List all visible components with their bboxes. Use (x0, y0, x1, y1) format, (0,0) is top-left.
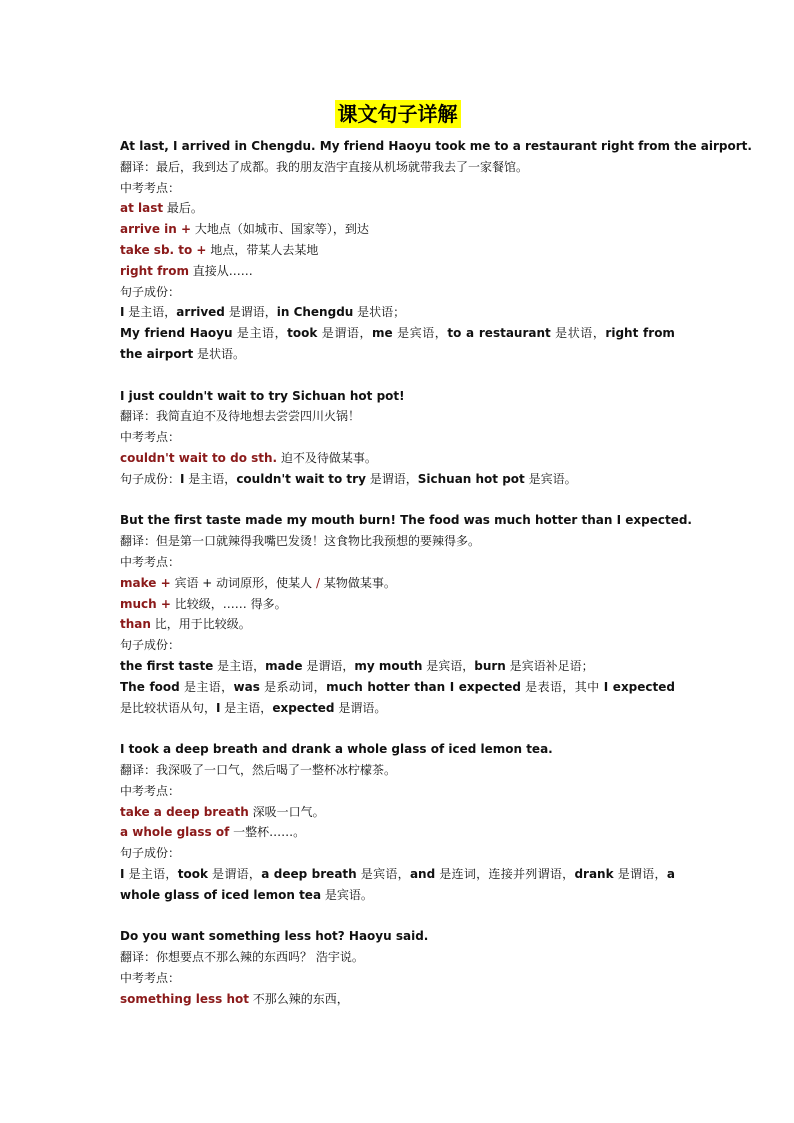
component-role: 是表语，其中 (520, 679, 604, 694)
keyword: arrive in + (120, 222, 192, 237)
document-page (120, 100, 752, 1009)
slash: / (312, 575, 324, 590)
component-term: couldn't wait to try (236, 471, 366, 486)
explanation: 迫不及待做某事。 (277, 450, 377, 465)
exam-point (120, 448, 675, 469)
explanation: 不那么辣的东西， (248, 991, 349, 1006)
explanation: 地点，带某人去某地 (206, 242, 319, 257)
english-sentence: I just couldn't wait to try Sichuan hot pot! (120, 388, 405, 403)
component-term: in Chengdu (276, 305, 354, 320)
translation-line (120, 760, 675, 781)
sentence-block-4 (120, 739, 675, 905)
component-term: My friend Haoyu (120, 326, 233, 341)
exam-points-label: 中考考点： (120, 554, 181, 569)
exam-points-label: 中考考点： (120, 783, 181, 798)
explanation: 比较级，…… 得多。 (170, 596, 287, 611)
translation-label: 翻译： (120, 534, 157, 549)
keyword: much + (120, 596, 171, 611)
exam-points-label: 中考考点： (120, 180, 181, 195)
component-role: 是主语， (220, 700, 273, 715)
translation-line (120, 531, 675, 552)
component-term: a whole glass of iced lemon tea (120, 866, 675, 902)
components-line (120, 469, 675, 490)
component-term: took (177, 866, 208, 881)
exam-point (120, 198, 675, 219)
component-term: was (233, 679, 260, 694)
english-sentence: Do you want something less hot? Haoyu said. (120, 929, 429, 944)
sentence-block-1 (120, 136, 752, 365)
exam-point (120, 822, 675, 843)
component-term: the first taste (120, 658, 214, 673)
component-role: 是谓语， (365, 471, 418, 486)
explanation: 比，用于比较级。 (150, 617, 251, 632)
components-label: 句子成份： (120, 471, 181, 486)
translation-text: 我简直迫不及待地想去尝尝四川火锅！ (156, 409, 361, 424)
component-term: a deep breath (261, 866, 357, 881)
exam-point (120, 240, 675, 261)
component-role: 是谓语， (317, 326, 373, 341)
translation-label: 翻译： (120, 409, 157, 424)
component-role: 是宾语补足语； (505, 658, 594, 673)
component-term: my mouth (354, 658, 423, 673)
exam-points-label: 中考考点： (120, 430, 181, 445)
spacer (120, 365, 675, 386)
component-role: 是主语， (213, 658, 266, 673)
english-sentence: I took a deep breath and drank a whole glass of iced lemon tea. (120, 742, 553, 757)
keyword: than (120, 617, 151, 632)
component-term: Sichuan hot pot (417, 471, 525, 486)
component-term: burn (474, 658, 506, 673)
components-line (120, 864, 675, 906)
explanation: 某物做某事。 (323, 575, 396, 590)
translation-text: 我深吸了一口气，然后喝了一整杯冰柠檬茶。 (156, 762, 397, 777)
component-role: 是比较状语从句， (120, 700, 217, 715)
component-role: 是宾语， (392, 326, 448, 341)
explanation: 宾语 + 动词原形，使某人 (170, 575, 313, 590)
component-term: made (265, 658, 303, 673)
explanation: 深吸一口气。 (248, 804, 325, 819)
component-role: 是系动词， (259, 679, 327, 694)
components-label: 句子成份： (120, 638, 181, 653)
component-term: I expected (603, 679, 675, 694)
exam-point (120, 989, 675, 1010)
explanation: 直接从…… (188, 263, 253, 278)
component-term: and (409, 866, 436, 881)
sentence-block-2 (120, 386, 675, 490)
component-role: 是主语， (232, 326, 288, 341)
components-line (120, 323, 675, 365)
keyword: a whole glass of (120, 825, 230, 840)
keyword: right from (120, 263, 189, 278)
exam-point (120, 573, 675, 594)
components-line (120, 302, 675, 323)
translation-text: 但是第一口就辣得我嘴巴发烫！这食物比我预想的要辣得多。 (156, 534, 481, 549)
keyword: at last (120, 201, 164, 216)
component-term: much hotter than I expected (326, 679, 521, 694)
explanation: 大地点（如城市、国家等），到达 (191, 222, 369, 237)
components-label: 句子成份： (120, 284, 181, 299)
keyword: take a deep breath (120, 804, 249, 819)
component-term: took (287, 326, 318, 341)
component-role: 是谓语， (302, 658, 355, 673)
component-role: 是宾语。 (321, 887, 373, 902)
component-term: drank (574, 866, 614, 881)
component-role: 是状语， (550, 326, 606, 341)
translation-text: 最后，我到达了成都。我的朋友浩宇直接从机场就带我去了一家餐馆。 (156, 159, 529, 174)
component-term: I (216, 700, 221, 715)
component-role: 是主语， (124, 866, 178, 881)
translation-label: 翻译： (120, 950, 157, 965)
component-role: 是主语， (124, 305, 177, 320)
component-term: I (120, 866, 125, 881)
sentence-block-5 (120, 926, 675, 1009)
component-term: I (180, 471, 185, 486)
exam-point (120, 261, 675, 282)
component-role: 是谓语， (613, 866, 667, 881)
keyword: couldn't wait to do sth. (120, 450, 278, 465)
translation-line (120, 157, 675, 178)
exam-point (120, 802, 675, 823)
components-line (120, 656, 675, 677)
component-term: I (120, 305, 125, 320)
exam-point (120, 594, 675, 615)
translation-line (120, 947, 675, 968)
component-role: 是宾语。 (524, 471, 577, 486)
exam-points-label: 中考考点： (120, 970, 181, 985)
components-line (120, 677, 675, 719)
explanation: 最后。 (163, 201, 203, 216)
component-term: right from the airport (120, 326, 675, 361)
english-sentence: But the first taste made my mouth burn! The food was much hotter than I expected. (120, 513, 692, 528)
component-role: 是状语。 (193, 346, 246, 361)
component-term: me (372, 326, 393, 341)
components-label: 句子成份： (120, 846, 181, 861)
component-term: The food (120, 679, 180, 694)
sentence-block-3 (120, 510, 692, 718)
title-container (120, 100, 675, 134)
component-role: 是连词，连接并列谓语， (435, 866, 575, 881)
explanation: 一整杯……。 (229, 825, 306, 840)
keyword: make + (120, 575, 171, 590)
translation-label: 翻译： (120, 762, 157, 777)
translation-text: 你想要点不那么辣的东西吗？ 浩宇说。 (156, 950, 364, 965)
component-term: expected (272, 700, 335, 715)
component-role: 是谓语， (207, 866, 262, 881)
component-role: 是主语， (179, 679, 234, 694)
keyword: something less hot (120, 991, 249, 1006)
component-term: to a restaurant (447, 326, 551, 341)
keyword: take sb. to + (120, 242, 207, 257)
component-role: 是状语； (353, 305, 406, 320)
spacer (120, 490, 675, 511)
component-role: 是谓语， (224, 305, 277, 320)
exam-point (120, 219, 675, 240)
translation-label: 翻译： (120, 159, 157, 174)
component-role: 是谓语。 (334, 700, 387, 715)
english-sentence: At last, I arrived in Chengdu. My friend Haoyu took me to a restaurant right from the airport. (120, 139, 752, 153)
component-term: arrived (176, 305, 225, 320)
component-role: 是宾语， (422, 658, 475, 673)
document-title: 课文句子详解 (335, 100, 461, 128)
spacer (120, 718, 675, 739)
translation-line (120, 406, 675, 427)
exam-point (120, 614, 675, 635)
component-role: 是宾语， (356, 866, 410, 881)
component-role: 是主语， (184, 471, 237, 486)
spacer (120, 905, 675, 926)
